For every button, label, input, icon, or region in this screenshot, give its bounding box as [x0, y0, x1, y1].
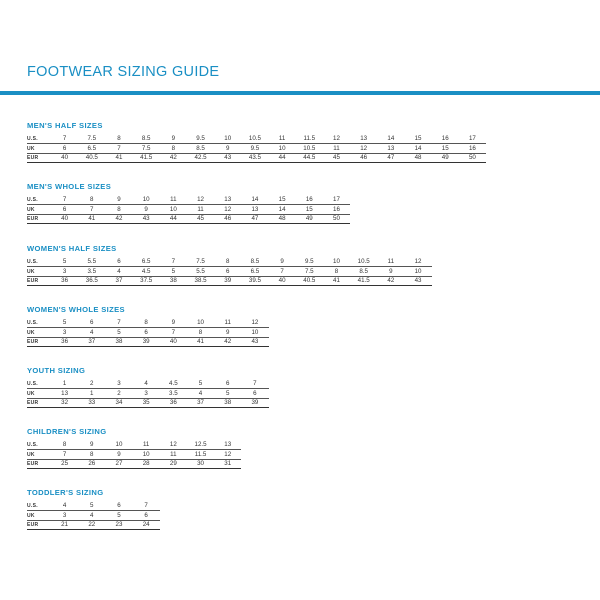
table-cell: 7: [51, 450, 78, 459]
table-cell: 3: [51, 267, 78, 276]
table-cell: 11: [160, 450, 187, 459]
table-cell: 40: [160, 337, 187, 346]
table-cell: 12: [160, 441, 187, 450]
size-table: [27, 441, 241, 469]
section-mens-whole-sizes: [27, 182, 350, 224]
table-cell: 11.5: [187, 450, 214, 459]
table-row: [27, 196, 350, 205]
table-cell: 39.5: [241, 276, 268, 285]
table-cell: 36: [51, 337, 78, 346]
table-cell: 3: [133, 389, 160, 398]
table-cell: 36.5: [78, 276, 105, 285]
table-cell: 11: [377, 258, 404, 267]
table-cell: 4: [133, 380, 160, 389]
table-cell: 6.5: [241, 267, 268, 276]
table-cell: 40: [269, 276, 296, 285]
table-cell: 10.5: [241, 135, 268, 144]
table-cell: 5: [51, 319, 78, 328]
table-cell: 4: [105, 267, 132, 276]
table-cell: 8: [51, 441, 78, 450]
table-cell: 8.5: [241, 258, 268, 267]
row-label: EUR: [27, 153, 51, 162]
table-cell: 10.5: [350, 258, 377, 267]
table-cell: 12: [214, 450, 241, 459]
section-title: WOMEN'S WHOLE SIZES: [27, 305, 125, 314]
table-cell: 15: [269, 196, 296, 205]
size-table: [27, 380, 269, 408]
table-cell: 9: [214, 144, 241, 153]
table-cell: 8: [187, 328, 214, 337]
table-cell: 4.5: [160, 380, 187, 389]
table-cell: 7.5: [133, 144, 160, 153]
table-cell: 8.5: [350, 267, 377, 276]
table-cell: 10: [133, 450, 160, 459]
table-cell: 12: [350, 144, 377, 153]
row-label: U.S.: [27, 135, 51, 144]
table-cell: 7: [51, 196, 78, 205]
section-title: MEN'S HALF SIZES: [27, 121, 103, 130]
size-table: [27, 319, 269, 347]
title-divider: [0, 91, 600, 95]
table-cell: 34: [105, 398, 132, 407]
table-row: [27, 328, 269, 337]
row-label: U.S.: [27, 196, 51, 205]
table-cell: 6: [133, 511, 160, 520]
table-cell: 3: [51, 328, 78, 337]
table-cell: 43: [241, 337, 268, 346]
table-cell: 44.5: [296, 153, 323, 162]
table-cell: 42: [214, 337, 241, 346]
row-label: EUR: [27, 459, 51, 468]
table-cell: 41: [78, 214, 105, 223]
table-cell: 13: [51, 389, 78, 398]
table-cell: 6: [105, 502, 132, 511]
size-table: [27, 502, 160, 530]
table-cell: 10.5: [296, 144, 323, 153]
table-cell: 37: [78, 337, 105, 346]
table-cell: 39: [133, 337, 160, 346]
row-label: UK: [27, 267, 51, 276]
table-cell: 49: [296, 214, 323, 223]
table-cell: 43: [404, 276, 431, 285]
table-cell: 8: [78, 450, 105, 459]
table-cell: 40.5: [78, 153, 105, 162]
table-cell: 39: [241, 398, 268, 407]
table-cell: 44: [160, 214, 187, 223]
table-cell: 5: [51, 258, 78, 267]
table-cell: 26: [78, 459, 105, 468]
table-cell: 11: [323, 144, 350, 153]
table-cell: 42: [160, 153, 187, 162]
table-cell: 31: [214, 459, 241, 468]
table-cell: 15: [296, 205, 323, 214]
row-label: U.S.: [27, 441, 51, 450]
table-cell: 5.5: [78, 258, 105, 267]
table-cell: 6: [133, 328, 160, 337]
section-title: YOUTH SIZING: [27, 366, 86, 375]
table-cell: 7: [78, 205, 105, 214]
table-cell: 37: [187, 398, 214, 407]
table-cell: 10: [241, 328, 268, 337]
table-cell: 7: [160, 328, 187, 337]
table-cell: 42.5: [187, 153, 214, 162]
table-cell: 6: [51, 205, 78, 214]
page-title: FOOTWEAR SIZING GUIDE: [27, 64, 220, 80]
table-cell: 7: [105, 319, 132, 328]
table-cell: 14: [404, 144, 431, 153]
section-title: TODDLER'S SIZING: [27, 488, 104, 497]
table-cell: 40: [51, 214, 78, 223]
table-cell: 3: [51, 511, 78, 520]
table-cell: 15: [404, 135, 431, 144]
table-cell: 9: [105, 196, 132, 205]
table-cell: 8: [160, 144, 187, 153]
table-cell: 28: [133, 459, 160, 468]
row-label: EUR: [27, 214, 51, 223]
table-cell: 17: [323, 196, 350, 205]
table-cell: 16: [323, 205, 350, 214]
table-cell: 9: [160, 319, 187, 328]
table-cell: 22: [78, 520, 105, 529]
table-cell: 3.5: [78, 267, 105, 276]
table-cell: 12: [241, 319, 268, 328]
table-cell: 2: [78, 380, 105, 389]
section-toddlers-sizing: [27, 488, 160, 530]
table-cell: 35: [133, 398, 160, 407]
table-cell: 9: [78, 441, 105, 450]
table-cell: 23: [105, 520, 132, 529]
table-cell: 6: [214, 267, 241, 276]
row-label: UK: [27, 450, 51, 459]
row-label: UK: [27, 511, 51, 520]
section-womens-half-sizes: [27, 244, 432, 286]
table-cell: 11: [214, 319, 241, 328]
table-row: [27, 214, 350, 223]
table-cell: 8: [133, 319, 160, 328]
table-cell: 39: [214, 276, 241, 285]
table-cell: 16: [432, 135, 459, 144]
table-cell: 9.5: [187, 135, 214, 144]
table-cell: 9.5: [296, 258, 323, 267]
table-cell: 9: [214, 328, 241, 337]
table-cell: 7: [133, 502, 160, 511]
table-cell: 10: [105, 441, 132, 450]
table-cell: 9: [105, 450, 132, 459]
table-cell: 13: [214, 441, 241, 450]
table-row: [27, 205, 350, 214]
table-cell: 48: [269, 214, 296, 223]
table-cell: 41: [187, 337, 214, 346]
section-childrens-sizing: [27, 427, 241, 469]
table-cell: 17: [459, 135, 486, 144]
table-cell: 12.5: [187, 441, 214, 450]
size-table: [27, 196, 350, 224]
table-cell: 8: [105, 135, 132, 144]
table-cell: 47: [241, 214, 268, 223]
table-cell: 8: [214, 258, 241, 267]
table-cell: 49: [432, 153, 459, 162]
row-label: U.S.: [27, 319, 51, 328]
table-cell: 10: [133, 196, 160, 205]
table-cell: 7: [51, 135, 78, 144]
section-title: MEN'S WHOLE SIZES: [27, 182, 112, 191]
row-label: U.S.: [27, 380, 51, 389]
table-cell: 9: [377, 267, 404, 276]
table-cell: 7: [241, 380, 268, 389]
table-cell: 11: [269, 135, 296, 144]
row-label: UK: [27, 328, 51, 337]
table-cell: 43: [133, 214, 160, 223]
row-label: UK: [27, 144, 51, 153]
table-cell: 48: [404, 153, 431, 162]
row-label: EUR: [27, 520, 51, 529]
table-row: [27, 441, 241, 450]
table-cell: 5.5: [187, 267, 214, 276]
table-row: [27, 459, 241, 468]
table-cell: 36: [160, 398, 187, 407]
table-cell: 10: [160, 205, 187, 214]
row-label: EUR: [27, 398, 51, 407]
table-cell: 13: [350, 135, 377, 144]
table-cell: 36: [51, 276, 78, 285]
table-cell: 4: [51, 502, 78, 511]
table-cell: 6: [241, 389, 268, 398]
table-row: [27, 276, 432, 285]
table-cell: 45: [323, 153, 350, 162]
row-label: EUR: [27, 337, 51, 346]
table-row: [27, 337, 269, 346]
table-cell: 24: [133, 520, 160, 529]
table-cell: 4: [187, 389, 214, 398]
table-cell: 50: [459, 153, 486, 162]
table-cell: 4: [78, 511, 105, 520]
table-row: [27, 144, 486, 153]
table-cell: 12: [323, 135, 350, 144]
section-title: WOMEN'S HALF SIZES: [27, 244, 117, 253]
table-cell: 9: [160, 135, 187, 144]
section-womens-whole-sizes: [27, 305, 269, 347]
table-cell: 10: [214, 135, 241, 144]
table-cell: 7.5: [296, 267, 323, 276]
section-mens-half-sizes: [27, 121, 486, 163]
table-cell: 15: [432, 144, 459, 153]
table-cell: 3.5: [160, 389, 187, 398]
table-cell: 30: [187, 459, 214, 468]
table-cell: 12: [187, 196, 214, 205]
table-row: [27, 502, 160, 511]
table-cell: 4.5: [133, 267, 160, 276]
table-row: [27, 520, 160, 529]
table-cell: 41.5: [133, 153, 160, 162]
table-cell: 38.5: [187, 276, 214, 285]
table-cell: 5: [214, 389, 241, 398]
table-cell: 42: [105, 214, 132, 223]
table-cell: 6: [78, 319, 105, 328]
table-cell: 11.5: [296, 135, 323, 144]
table-cell: 41: [105, 153, 132, 162]
table-cell: 8: [105, 205, 132, 214]
table-cell: 47: [377, 153, 404, 162]
size-table: [27, 258, 432, 286]
table-row: [27, 267, 432, 276]
table-cell: 6: [105, 258, 132, 267]
table-row: [27, 153, 486, 162]
table-cell: 43: [214, 153, 241, 162]
table-cell: 8: [323, 267, 350, 276]
table-cell: 13: [214, 196, 241, 205]
table-cell: 41: [323, 276, 350, 285]
table-cell: 50: [323, 214, 350, 223]
table-cell: 14: [241, 196, 268, 205]
table-cell: 5: [78, 502, 105, 511]
row-label: U.S.: [27, 258, 51, 267]
table-cell: 16: [296, 196, 323, 205]
table-row: [27, 511, 160, 520]
table-cell: 8.5: [187, 144, 214, 153]
table-cell: 7: [269, 267, 296, 276]
table-cell: 10: [269, 144, 296, 153]
table-cell: 9.5: [241, 144, 268, 153]
table-cell: 4: [78, 328, 105, 337]
table-row: [27, 258, 432, 267]
table-cell: 46: [214, 214, 241, 223]
table-row: [27, 398, 269, 407]
table-cell: 11: [133, 441, 160, 450]
table-cell: 5: [105, 328, 132, 337]
row-label: EUR: [27, 276, 51, 285]
table-row: [27, 319, 269, 328]
table-cell: 7: [160, 258, 187, 267]
table-cell: 8.5: [133, 135, 160, 144]
table-cell: 45: [187, 214, 214, 223]
table-cell: 40: [51, 153, 78, 162]
table-cell: 12: [214, 205, 241, 214]
table-cell: 33: [78, 398, 105, 407]
table-cell: 8: [78, 196, 105, 205]
table-cell: 38: [105, 337, 132, 346]
size-table: [27, 135, 486, 163]
table-cell: 6.5: [133, 258, 160, 267]
table-cell: 1: [51, 380, 78, 389]
section-youth-sizing: [27, 366, 269, 408]
table-cell: 21: [51, 520, 78, 529]
table-cell: 38: [214, 398, 241, 407]
table-row: [27, 450, 241, 459]
table-cell: 3: [105, 380, 132, 389]
table-cell: 42: [377, 276, 404, 285]
row-label: UK: [27, 389, 51, 398]
row-label: U.S.: [27, 502, 51, 511]
table-row: [27, 389, 269, 398]
table-cell: 2: [105, 389, 132, 398]
table-cell: 6: [51, 144, 78, 153]
table-cell: 12: [404, 258, 431, 267]
table-cell: 9: [133, 205, 160, 214]
table-cell: 37.5: [133, 276, 160, 285]
table-cell: 32: [51, 398, 78, 407]
table-cell: 37: [105, 276, 132, 285]
table-cell: 7.5: [187, 258, 214, 267]
table-cell: 11: [187, 205, 214, 214]
table-cell: 41.5: [350, 276, 377, 285]
table-cell: 10: [187, 319, 214, 328]
table-cell: 11: [160, 196, 187, 205]
table-cell: 6.5: [78, 144, 105, 153]
table-cell: 7.5: [78, 135, 105, 144]
table-cell: 13: [377, 144, 404, 153]
section-title: CHILDREN'S SIZING: [27, 427, 107, 436]
table-cell: 27: [105, 459, 132, 468]
table-cell: 46: [350, 153, 377, 162]
table-cell: 40.5: [296, 276, 323, 285]
table-cell: 5: [105, 511, 132, 520]
table-cell: 14: [377, 135, 404, 144]
table-cell: 44: [269, 153, 296, 162]
table-row: [27, 135, 486, 144]
table-cell: 29: [160, 459, 187, 468]
table-cell: 10: [404, 267, 431, 276]
table-cell: 13: [241, 205, 268, 214]
table-cell: 43.5: [241, 153, 268, 162]
table-cell: 14: [269, 205, 296, 214]
table-cell: 16: [459, 144, 486, 153]
table-cell: 5: [187, 380, 214, 389]
table-cell: 10: [323, 258, 350, 267]
table-cell: 9: [269, 258, 296, 267]
table-row: [27, 380, 269, 389]
table-cell: 38: [160, 276, 187, 285]
table-cell: 1: [78, 389, 105, 398]
row-label: UK: [27, 205, 51, 214]
table-cell: 5: [160, 267, 187, 276]
table-cell: 7: [105, 144, 132, 153]
table-cell: 6: [214, 380, 241, 389]
table-cell: 25: [51, 459, 78, 468]
